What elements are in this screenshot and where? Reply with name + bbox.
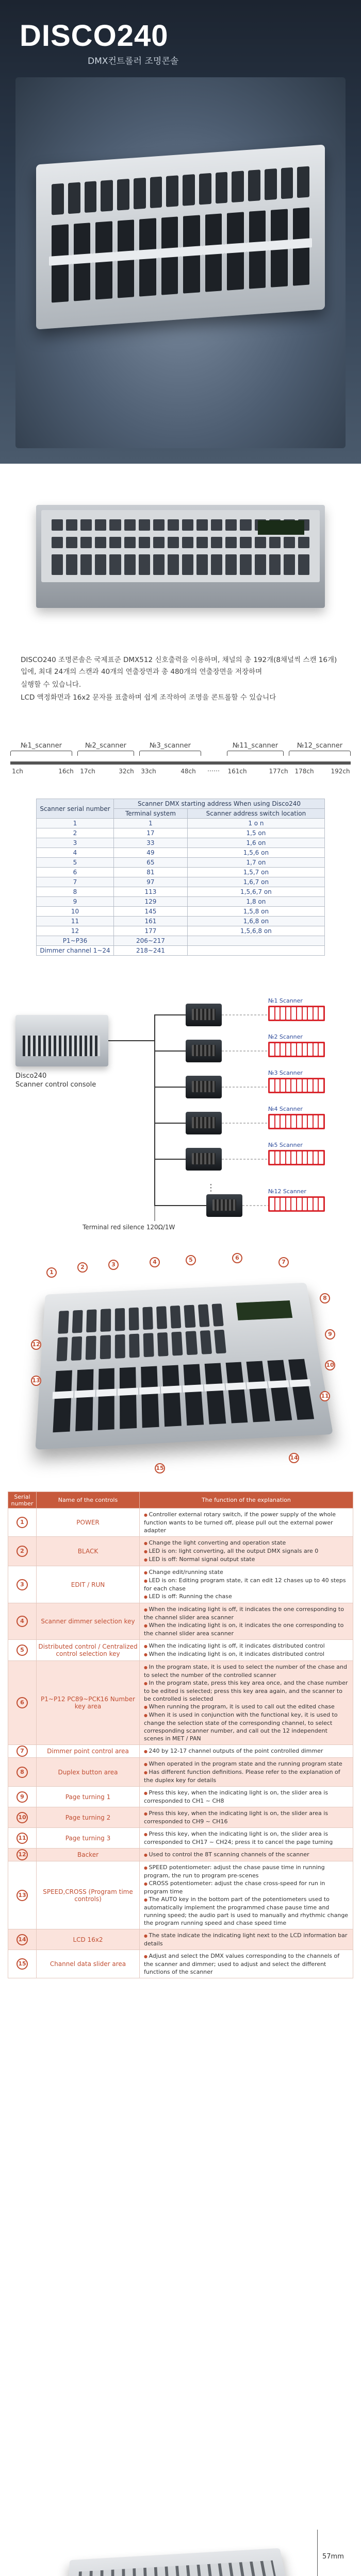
- callout-marker: 1: [46, 1267, 57, 1278]
- front-panel-photo: [35, 1283, 333, 1450]
- channel-tick: 1ch: [12, 768, 23, 775]
- dip-switch-label: №4 Scanner: [268, 1106, 303, 1112]
- function-row: [8, 1787, 353, 1807]
- table-row: [37, 936, 325, 946]
- callout-marker: 9: [325, 1329, 335, 1340]
- channel-tick: 32ch: [119, 768, 134, 775]
- callout-marker: 3: [108, 1260, 119, 1270]
- serial-number: 9: [17, 1791, 28, 1803]
- serial-cell: 1: [37, 819, 114, 828]
- control-description: [140, 1537, 353, 1566]
- serial-number-cell: [8, 1787, 37, 1807]
- control-name: BLACK: [37, 1537, 140, 1566]
- serial-cell: Dimmer channel 1~24: [37, 946, 114, 956]
- control-description: [140, 1661, 353, 1745]
- control-name: Page turning 3: [37, 1828, 140, 1849]
- control-description: [140, 1566, 353, 1603]
- control-description: [140, 1603, 353, 1640]
- function-row: [8, 1566, 353, 1603]
- description-item: ● Press this key, when the indicating light is on, the slider area is corresponded to CH17 ~ CH24; press it to cancel the page turning: [144, 1830, 349, 1846]
- intro-paragraph: DISCO240 조명콘솔은 국제표준 DMX512 신호출력을 이용하며, 채널의 총 192개(8채널씩 스캔 16개)입에, 최대 24개의 스캔과 40개의 연출장면과 총 480개의 연출장면을 저장하며: [21, 656, 337, 676]
- description-item: ● LED is on: Editing program state, it can edit 12 chases up to 40 steps for each chase: [144, 1577, 349, 1592]
- description-item: ● Change edit/running state: [144, 1568, 349, 1577]
- callout-marker: 4: [150, 1257, 160, 1267]
- control-description: [140, 1640, 353, 1661]
- dmx-address-cell: 65: [114, 858, 188, 868]
- callout-marker: 13: [31, 1376, 41, 1386]
- intro-paragraph: 실행할 수 있습니다.: [21, 681, 81, 689]
- function-table: [8, 1492, 353, 1978]
- dmx-address-cell: 161: [114, 917, 188, 926]
- switch-cell: [187, 936, 324, 946]
- control-description: [140, 1861, 353, 1929]
- control-name: SPEED,CROSS (Program time controls): [37, 1861, 140, 1929]
- dip-switch-label: №2 Scanner: [268, 1033, 303, 1040]
- control-name: LCD 16x2: [37, 1929, 140, 1950]
- switch-cell: 1,6 on: [187, 838, 324, 848]
- callout-marker: 5: [186, 1255, 196, 1265]
- function-row: [8, 1807, 353, 1828]
- ellipsis: ⋮: [206, 1182, 216, 1193]
- description-item: ● When the indicating light is off, it indicates the one corresponding to the channel slider area scanner: [144, 1605, 349, 1621]
- function-row: [8, 1758, 353, 1787]
- scanner-fixture-icon: [186, 1076, 222, 1098]
- scanner-address-table: [36, 799, 325, 956]
- scanner-fixture-icon: [186, 1112, 222, 1134]
- control-description: [140, 1787, 353, 1807]
- scanner-group-label: №11_scanner: [227, 742, 284, 756]
- function-row: [8, 1537, 353, 1566]
- callout-marker: 12: [31, 1340, 41, 1350]
- serial-number-cell: [8, 1640, 37, 1661]
- serial-number-cell: [8, 1950, 37, 1978]
- serial-cell: 3: [37, 838, 114, 848]
- dip-switch-label: №5 Scanner: [268, 1142, 303, 1148]
- switch-cell: 1 o n: [187, 819, 324, 828]
- function-row: [8, 1603, 353, 1640]
- serial-number-cell: [8, 1849, 37, 1861]
- table-row: [37, 819, 325, 828]
- table-row: [37, 897, 325, 907]
- intro-paragraph: LCD 액정화면과 16x2 문자를 표출하며 쉽게 조작하여 조명을 콘트롤할 수 있습니다: [21, 693, 276, 702]
- dip-switch-icon: [268, 1196, 325, 1212]
- description-item: ● LED is on: light converting, all the output DMX signals are 0: [144, 1547, 349, 1555]
- switch-cell: 1,5,6,7 on: [187, 887, 324, 897]
- height-dimension-line: [317, 2530, 318, 2576]
- serial-cell: 9: [37, 897, 114, 907]
- control-name: Dimmer point control area: [37, 1745, 140, 1758]
- dmx-address-cell: 17: [114, 828, 188, 838]
- controller-icon: [15, 1015, 108, 1066]
- column-header: Terminal system: [114, 809, 188, 819]
- description-item: ● When the indicating light is on, it indicates the one corresponding to the channel slider area scanner: [144, 1621, 349, 1637]
- description-item: ● When the indicating light is on, it indicates distributed control: [144, 1650, 349, 1658]
- serial-number: 13: [17, 1890, 28, 1901]
- control-description: [140, 1950, 353, 1978]
- control-description: [140, 1807, 353, 1828]
- description-item: ● 240 by 12-17 channel outputs of the point controlled dimmer: [144, 1747, 349, 1755]
- serial-number-cell: [8, 1661, 37, 1745]
- serial-number-cell: [8, 1509, 37, 1537]
- serial-number: 11: [17, 1833, 28, 1844]
- callout-marker: 6: [232, 1253, 242, 1263]
- controller-top-photo: [36, 484, 325, 639]
- switch-cell: 1,5,6,8 on: [187, 926, 324, 936]
- dip-switch-icon: [268, 1078, 325, 1093]
- switch-cell: 1,6,8 on: [187, 917, 324, 926]
- description-item: ● CROSS potentiometer: adjust the chase cross-speed for run in program time: [144, 1879, 349, 1895]
- serial-cell: 11: [37, 917, 114, 926]
- serial-number: 12: [17, 1849, 28, 1860]
- serial-number: 5: [17, 1645, 28, 1656]
- dip-switch-icon: [268, 1006, 325, 1021]
- switch-cell: 1,5,6 on: [187, 848, 324, 858]
- function-table-wrapper: [8, 1492, 353, 1978]
- serial-number: 8: [17, 1767, 28, 1778]
- channel-tick: 192ch: [331, 768, 350, 775]
- description-item: ● SPEED potentiometer: adjust the chase pause time in running program, the run to program pre-scenes: [144, 1863, 349, 1879]
- column-header: The function of the explanation: [140, 1492, 353, 1509]
- scanner-group-label: №3_scanner: [139, 742, 201, 756]
- table-row: [37, 848, 325, 858]
- function-row: [8, 1640, 353, 1661]
- description-item: ● In the program state, it is used to select the number of the chase and to select the number of the controlled scanner: [144, 1663, 349, 1679]
- table-row: [37, 877, 325, 887]
- serial-number-cell: [8, 1861, 37, 1929]
- scanner-fixture-icon: [186, 1040, 222, 1062]
- channel-tick: 48ch: [180, 768, 196, 775]
- column-header: Scanner DMX starting address When using Disco240: [114, 799, 325, 809]
- dmx-address-cell: 49: [114, 848, 188, 858]
- control-name: Duplex button area: [37, 1758, 140, 1787]
- switch-cell: 1,5,7 on: [187, 868, 324, 877]
- dmx-address-cell: 1: [114, 819, 188, 828]
- control-name: Page turning 1: [37, 1787, 140, 1807]
- control-name: EDIT / RUN: [37, 1566, 140, 1603]
- scanner-group-label: №12_scanner: [289, 742, 351, 756]
- function-row: [8, 1745, 353, 1758]
- serial-number-cell: [8, 1745, 37, 1758]
- table-row: [37, 828, 325, 838]
- description-item: ● The state indicate the indicating light next to the LCD information bar details: [144, 1931, 349, 1947]
- serial-number-cell: [8, 1537, 37, 1566]
- callout-marker: 7: [278, 1257, 289, 1267]
- scanner-fixture-icon: [186, 1148, 222, 1171]
- dimensions-section: [0, 2494, 361, 2576]
- switch-cell: 1,7 on: [187, 858, 324, 868]
- switch-cell: 1,5 on: [187, 828, 324, 838]
- ellipsis: ……: [207, 766, 220, 773]
- table-row: [37, 838, 325, 848]
- serial-cell: 2: [37, 828, 114, 838]
- callout-marker: 15: [155, 1463, 165, 1473]
- serial-number-cell: [8, 1929, 37, 1950]
- height-label: 57mm: [322, 2553, 344, 2561]
- table-row: [37, 887, 325, 897]
- description-item: ● Controller external rotary switch, if the power supply of the whole function wants to be turned off, please pull out the external power adapter: [144, 1511, 349, 1534]
- serial-number: 2: [17, 1546, 28, 1557]
- dip-switch-label: №12 Scanner: [268, 1188, 306, 1195]
- dmx-address-cell: 129: [114, 897, 188, 907]
- description-item: ● The AUTO key in the bottom part of the potentiometers used to automatically implement the programmed chase pause time and running speed; the audio part is used to manually and rhythmic change the program running speed and chase speed time: [144, 1895, 349, 1927]
- callout-marker: 8: [320, 1293, 330, 1303]
- serial-cell: 6: [37, 868, 114, 877]
- serial-number: 10: [17, 1812, 28, 1823]
- scanner-fixture-icon: [206, 1194, 242, 1217]
- description-item: ● Adjust and select the DMX values corresponding to the channels of the scanner and dimmer; used to adjust and select the different functions of the scanner: [144, 1952, 349, 1976]
- control-name: Channel data slider area: [37, 1950, 140, 1978]
- serial-number: 15: [17, 1958, 28, 1970]
- table-row: [37, 926, 325, 936]
- dip-switch-icon: [268, 1042, 325, 1057]
- column-header: Serial number: [8, 1492, 37, 1509]
- switch-cell: 1,6,7 on: [187, 877, 324, 887]
- serial-cell: P1~P36: [37, 936, 114, 946]
- channel-track: [10, 761, 351, 765]
- intro-section: [0, 464, 361, 979]
- intro-description: [21, 654, 340, 705]
- dmx-address-cell: 145: [114, 907, 188, 917]
- serial-number: 4: [17, 1616, 28, 1627]
- hero-section: [0, 0, 361, 464]
- column-header: Name of the controls: [37, 1492, 140, 1509]
- control-name: P1~P12 PC89~PCK16 Number key area: [37, 1661, 140, 1745]
- serial-number: 7: [17, 1745, 28, 1757]
- front-panel-photo-section: [0, 1236, 361, 1489]
- serial-cell: 10: [37, 907, 114, 917]
- channel-tick: 177ch: [269, 768, 288, 775]
- callout-marker: 14: [289, 1453, 299, 1463]
- dimension-photo: [62, 2548, 308, 2576]
- dip-switch-icon: [268, 1150, 325, 1165]
- function-row: [8, 1509, 353, 1537]
- function-row: [8, 1849, 353, 1861]
- dmx-address-cell: 81: [114, 868, 188, 877]
- control-description: [140, 1758, 353, 1787]
- column-header: Scanner address switch location: [187, 809, 324, 819]
- dip-switch-icon: [268, 1114, 325, 1129]
- description-item: ● LED is off: Running the chase: [144, 1592, 349, 1601]
- table-row: [37, 858, 325, 868]
- serial-number-cell: [8, 1828, 37, 1849]
- control-description: [140, 1828, 353, 1849]
- description-item: ● Has different function definitions. Please refer to the explanation of the duplex key for details: [144, 1768, 349, 1784]
- callout-marker: 11: [320, 1391, 330, 1401]
- dmx-address-cell: 177: [114, 926, 188, 936]
- control-name: Scanner dimmer selection key: [37, 1603, 140, 1640]
- table-row: [37, 917, 325, 926]
- function-row: [8, 1828, 353, 1849]
- callout-marker: 10: [325, 1360, 335, 1370]
- dip-switch-label: №3 Scanner: [268, 1070, 303, 1076]
- description-item: ● When operated in the program state and the running program state: [144, 1760, 349, 1768]
- dmx-address-cell: 33: [114, 838, 188, 848]
- control-name: Backer: [37, 1849, 140, 1861]
- table-row: [37, 868, 325, 877]
- description-item: ● LED is off: Normal signal output state: [144, 1555, 349, 1564]
- channel-tick: 161ch: [227, 768, 247, 775]
- controller-caption: Disco240 Scanner control console: [15, 1072, 96, 1089]
- connection-diagram-section: [0, 979, 361, 1236]
- scanner-group-label: №2_scanner: [77, 742, 134, 756]
- serial-number: 14: [17, 1934, 28, 1945]
- description-item: ● In the program state, press this key area once, and the chase number to be edited is selected; press this key area again, and the scanner to be controlled is selected: [144, 1679, 349, 1703]
- scanner-fixture-icon: [186, 1004, 222, 1026]
- table-row: [37, 946, 325, 956]
- serial-cell: 4: [37, 848, 114, 858]
- control-name: Distributed control / Centralized control selection key: [37, 1640, 140, 1661]
- serial-number-cell: [8, 1807, 37, 1828]
- channel-tick: 16ch: [58, 768, 74, 775]
- dmx-address-cell: 206~217: [114, 936, 188, 946]
- control-description: [140, 1849, 353, 1861]
- scanner-channel-diagram: [10, 742, 351, 788]
- serial-number-cell: [8, 1603, 37, 1640]
- description-item: ● When it is used in conjunction with the functional key, it is used to change the selection state of the corresponding channel, to select corresponding scanner number, and call out the 12 independent scenes in MET / PAN: [144, 1711, 349, 1742]
- switch-cell: 1,5,8 on: [187, 907, 324, 917]
- channel-tick: 17ch: [80, 768, 95, 775]
- control-description: [140, 1929, 353, 1950]
- switch-cell: 1,8 on: [187, 897, 324, 907]
- description-item: ● Used to control the 8T scanning channels of the scanner: [144, 1851, 349, 1859]
- serial-cell: 8: [37, 887, 114, 897]
- serial-number: 1: [17, 1517, 28, 1528]
- product-subtitle: DMX컨트롤러 조명콘솔: [88, 56, 179, 66]
- description-item: ● When running the program, it is used to call out the edited chase: [144, 1703, 349, 1711]
- serial-number-cell: [8, 1758, 37, 1787]
- column-header: Scanner serial number: [37, 799, 114, 819]
- serial-cell: 7: [37, 877, 114, 887]
- description-item: ● Press this key, when the indicating light is on, the slider area is corresponded to CH9 ~ CH16: [144, 1809, 349, 1825]
- function-row: [8, 1661, 353, 1745]
- function-row: [8, 1861, 353, 1929]
- description-item: ● Press this key, when the indicating light is on, the slider area is corresponded to CH1 ~ CH8: [144, 1789, 349, 1805]
- dmx-address-cell: 97: [114, 877, 188, 887]
- description-item: ● Change the light converting and operation state: [144, 1539, 349, 1547]
- control-name: POWER: [37, 1509, 140, 1537]
- control-description: [140, 1745, 353, 1758]
- dmx-address-cell: 113: [114, 887, 188, 897]
- channel-tick: 33ch: [141, 768, 156, 775]
- control-name: Page turning 2: [37, 1807, 140, 1828]
- function-row: [8, 1950, 353, 1978]
- callout-marker: 2: [77, 1262, 88, 1273]
- terminal-caption: Terminal red silence 120Ω/1W: [83, 1224, 175, 1231]
- function-row: [8, 1929, 353, 1950]
- channel-tick: 178ch: [294, 768, 314, 775]
- product-title: DISCO240: [20, 19, 169, 53]
- serial-number: 3: [17, 1579, 28, 1590]
- dmx-address-cell: 218~241: [114, 946, 188, 956]
- table-row: [37, 907, 325, 917]
- control-description: [140, 1509, 353, 1537]
- description-item: ● When the indicating light is off, it indicates distributed control: [144, 1642, 349, 1650]
- hero-controller-photo: [36, 144, 325, 329]
- scanner-group-label: №1_scanner: [10, 742, 72, 756]
- dip-switch-label: №1 Scanner: [268, 997, 303, 1004]
- serial-cell: 5: [37, 858, 114, 868]
- serial-cell: 12: [37, 926, 114, 936]
- serial-number-cell: [8, 1566, 37, 1603]
- switch-cell: [187, 946, 324, 956]
- serial-number: 6: [17, 1697, 28, 1708]
